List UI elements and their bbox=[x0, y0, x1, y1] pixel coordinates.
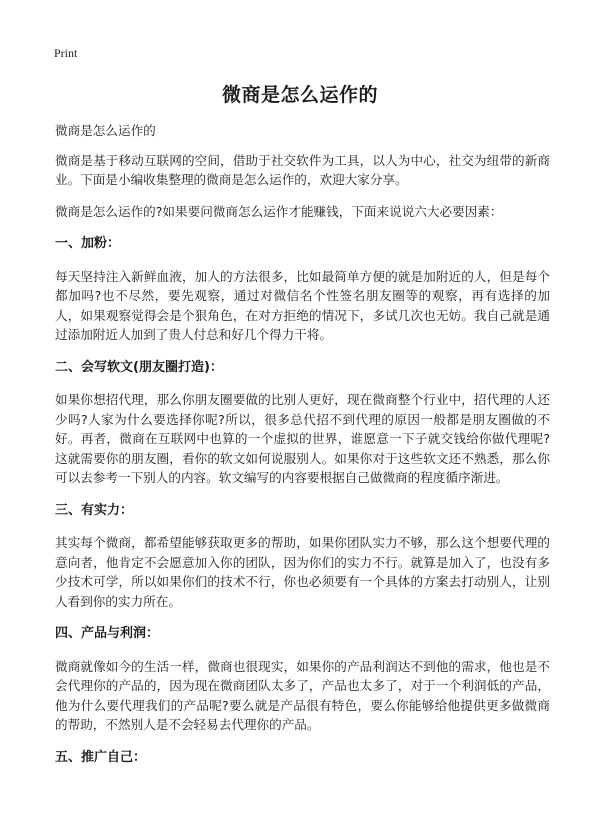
section-soft-copy bbox=[55, 358, 550, 488]
article-subtitle: 微商是怎么运作的 bbox=[55, 123, 156, 138]
section-strength bbox=[55, 501, 550, 612]
section-heading: 二、会写软文(朋友圈打造)： bbox=[55, 359, 223, 375]
section-paragraph: 其实每个微商，都希望能够获取更多的帮助，如果你团队实力不够，那么这个想要代理的意向者，他肯定不会愿意加入你的团队，因为你们的实力不行。就算是加入了，也没有多少技术可学，所以如果你们的技术不行，你也必须要有一个具体的方案去打动别人，让别人看到你的实力所在。 bbox=[55, 535, 550, 609]
section-self-promotion bbox=[55, 748, 550, 768]
print-link[interactable]: Print bbox=[54, 46, 78, 60]
lead-paragraph: 微商是怎么运作的?如果要问微商怎么运作才能赚钱，下面来说说六大必要因素： bbox=[55, 203, 503, 219]
section-heading: 四、产品与利润： bbox=[55, 626, 160, 641]
section-heading: 五、推广自己： bbox=[55, 749, 147, 765]
intro-paragraph: 微商是基于移动互联网的空间，借助于社交软件为工具，以人为中心，社交为纽带的新商业。下面是小编收集整理的微商是怎么运作的，欢迎大家分享。 bbox=[55, 152, 550, 187]
article-body bbox=[55, 121, 550, 780]
section-paragraph: 微商就像如今的生活一样，微商也很现实，如果你的产品利润达不到他的需求，他也是不会代理你的产品的，因为现在微商团队太多了，产品也太多了，对于一个利润低的产品，他为什么要代理我们的产品呢?要么就是产品很有特色，要么你能够给他提供更多做微商的帮助，不然别人是不会轻易去代理你的产品。 bbox=[55, 658, 550, 732]
section-heading: 一、加粉： bbox=[55, 236, 121, 251]
section-add-fans bbox=[55, 234, 550, 345]
page-title: 微商是怎么运作的 bbox=[221, 84, 378, 106]
section-paragraph: 如果你想招代理，那么你朋友圈要做的比别人更好，现在微商整个行业中，招代理的人还少吗?人家为什么要选择你呢?所以，很多总代招不到代理的原因一般都是朋友圈做的不好。再者，微商在互联网中也算的一个虚拟的世界，谁愿意一下子就交钱给你做代理呢?这就需要你的朋友圈，看你的软文如何说服别人。如果你对于这些软文还不熟悉，那么你可以去参考一下别人的内容。软文编写的内容要根据自己做微商的程度循序渐进。 bbox=[55, 392, 550, 485]
section-product-profit bbox=[55, 624, 550, 735]
section-heading: 三、有实力： bbox=[55, 502, 134, 518]
section-paragraph: 每天坚持注入新鲜血液，加人的方法很多，比如最简单方便的就是加附近的人，但是每个都加吗?也不尽然，要先观察，通过对微信名个性签名朋友圈等的观察，再有选择的加人，如果观察觉得会是个狠角色，在对方拒绝的情况下，多试几次也无妨。我自己就是通过添加附近人加到了贵人付总和好几个得力干将。 bbox=[55, 268, 550, 342]
